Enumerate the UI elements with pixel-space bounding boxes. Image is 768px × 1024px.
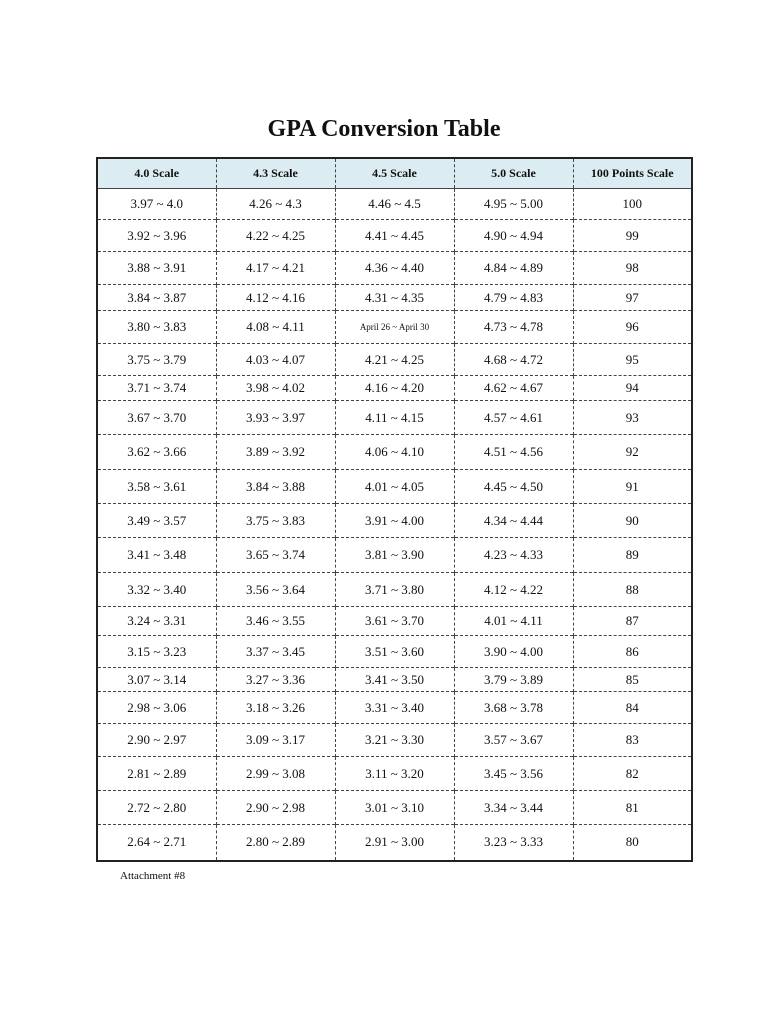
table-cell: 3.79 ~ 3.89 — [454, 668, 573, 692]
table-cell: 2.99 ~ 3.08 — [216, 757, 335, 791]
table-cell: 4.46 ~ 4.5 — [335, 189, 454, 220]
table-cell: 87 — [573, 607, 692, 636]
table-cell: 3.75 ~ 3.79 — [97, 344, 216, 376]
table-cell: 2.90 ~ 2.98 — [216, 791, 335, 825]
gpa-conversion-table — [96, 157, 693, 862]
table-cell: 82 — [573, 757, 692, 791]
table-cell: 3.37 ~ 3.45 — [216, 636, 335, 668]
table-cell: 2.90 ~ 2.97 — [97, 724, 216, 757]
table-cell: 2.72 ~ 2.80 — [97, 791, 216, 825]
table-cell: 2.80 ~ 2.89 — [216, 825, 335, 861]
table-cell: 4.01 ~ 4.05 — [335, 470, 454, 504]
table-cell: 4.06 ~ 4.10 — [335, 435, 454, 470]
table-cell: 99 — [573, 220, 692, 252]
table-cell: 2.98 ~ 3.06 — [97, 692, 216, 724]
table-row — [97, 636, 692, 668]
table-cell: 3.11 ~ 3.20 — [335, 757, 454, 791]
table-cell: 2.91 ~ 3.00 — [335, 825, 454, 861]
column-header-4-5-scale: 4.5 Scale — [335, 158, 454, 189]
table-cell: 80 — [573, 825, 692, 861]
table-cell: 2.64 ~ 2.71 — [97, 825, 216, 861]
table-cell: 3.57 ~ 3.67 — [454, 724, 573, 757]
table-cell: 4.11 ~ 4.15 — [335, 401, 454, 435]
table-cell: 3.68 ~ 3.78 — [454, 692, 573, 724]
table-cell: 3.01 ~ 3.10 — [335, 791, 454, 825]
table-cell: 3.23 ~ 3.33 — [454, 825, 573, 861]
page-title: GPA Conversion Table — [267, 116, 501, 142]
table-cell: 3.31 ~ 3.40 — [335, 692, 454, 724]
table-cell: April 26 ~ April 30 — [335, 311, 454, 344]
table-cell: 100 — [573, 189, 692, 220]
table-row — [97, 189, 692, 220]
table-cell: 4.84 ~ 4.89 — [454, 252, 573, 285]
table-cell: 86 — [573, 636, 692, 668]
table-row — [97, 668, 692, 692]
column-header-4-3-scale: 4.3 Scale — [216, 158, 335, 189]
table-cell: 3.15 ~ 3.23 — [97, 636, 216, 668]
table-cell: 4.62 ~ 4.67 — [454, 376, 573, 401]
table-cell: 3.34 ~ 3.44 — [454, 791, 573, 825]
table-cell: 4.90 ~ 4.94 — [454, 220, 573, 252]
table-cell: 4.01 ~ 4.11 — [454, 607, 573, 636]
attachment-label: Attachment #8 — [120, 870, 186, 882]
column-header-5-0-scale: 5.0 Scale — [454, 158, 573, 189]
table-cell: 3.71 ~ 3.74 — [97, 376, 216, 401]
table-cell: 3.09 ~ 3.17 — [216, 724, 335, 757]
table-header-row — [97, 158, 692, 189]
table-cell: 4.79 ~ 4.83 — [454, 285, 573, 311]
table-row — [97, 376, 692, 401]
table-cell: 95 — [573, 344, 692, 376]
table-cell: 4.21 ~ 4.25 — [335, 344, 454, 376]
table-cell: 4.45 ~ 4.50 — [454, 470, 573, 504]
table-cell: 83 — [573, 724, 692, 757]
table-cell: 89 — [573, 538, 692, 573]
table-cell: 3.93 ~ 3.97 — [216, 401, 335, 435]
table-cell: 84 — [573, 692, 692, 724]
table-cell: 4.95 ~ 5.00 — [454, 189, 573, 220]
table-cell: 3.51 ~ 3.60 — [335, 636, 454, 668]
table-cell: 3.97 ~ 4.0 — [97, 189, 216, 220]
table-cell: 3.84 ~ 3.87 — [97, 285, 216, 311]
table-cell: 3.81 ~ 3.90 — [335, 538, 454, 573]
table-cell: 4.23 ~ 4.33 — [454, 538, 573, 573]
table-cell: 4.51 ~ 4.56 — [454, 435, 573, 470]
table-cell: 3.90 ~ 4.00 — [454, 636, 573, 668]
column-header-4-0-scale: 4.0 Scale — [97, 158, 216, 189]
table-cell: 96 — [573, 311, 692, 344]
table-cell: 92 — [573, 435, 692, 470]
table-cell: 98 — [573, 252, 692, 285]
table-cell: 3.91 ~ 4.00 — [335, 504, 454, 538]
table-row — [97, 470, 692, 504]
table-cell: 94 — [573, 376, 692, 401]
table-row — [97, 692, 692, 724]
table-row — [97, 311, 692, 344]
table-cell: 4.68 ~ 4.72 — [454, 344, 573, 376]
table-cell: 3.24 ~ 3.31 — [97, 607, 216, 636]
table-row — [97, 573, 692, 607]
table-cell: 97 — [573, 285, 692, 311]
table-cell: 3.89 ~ 3.92 — [216, 435, 335, 470]
table-row — [97, 435, 692, 470]
table-cell: 3.49 ~ 3.57 — [97, 504, 216, 538]
table-cell: 4.17 ~ 4.21 — [216, 252, 335, 285]
table-cell: 3.92 ~ 3.96 — [97, 220, 216, 252]
table-row — [97, 252, 692, 285]
table-row — [97, 724, 692, 757]
table-cell: 3.27 ~ 3.36 — [216, 668, 335, 692]
table-cell: 4.26 ~ 4.3 — [216, 189, 335, 220]
table-cell: 3.88 ~ 3.91 — [97, 252, 216, 285]
table-row — [97, 791, 692, 825]
table-row — [97, 220, 692, 252]
table-cell: 3.21 ~ 3.30 — [335, 724, 454, 757]
table-row — [97, 607, 692, 636]
table-cell: 4.31 ~ 4.35 — [335, 285, 454, 311]
table-cell: 3.41 ~ 3.48 — [97, 538, 216, 573]
table-cell: 4.73 ~ 4.78 — [454, 311, 573, 344]
table-cell: 3.71 ~ 3.80 — [335, 573, 454, 607]
table-row — [97, 285, 692, 311]
table-row — [97, 825, 692, 861]
table-cell: 3.62 ~ 3.66 — [97, 435, 216, 470]
table-cell: 3.67 ~ 3.70 — [97, 401, 216, 435]
table-cell: 4.41 ~ 4.45 — [335, 220, 454, 252]
table-cell: 4.36 ~ 4.40 — [335, 252, 454, 285]
table-cell: 4.34 ~ 4.44 — [454, 504, 573, 538]
table-cell: 4.22 ~ 4.25 — [216, 220, 335, 252]
table-cell: 81 — [573, 791, 692, 825]
table-row — [97, 757, 692, 791]
table-cell: 91 — [573, 470, 692, 504]
table-cell: 3.98 ~ 4.02 — [216, 376, 335, 401]
table-cell: 3.65 ~ 3.74 — [216, 538, 335, 573]
table-cell: 88 — [573, 573, 692, 607]
table-row — [97, 538, 692, 573]
table-cell: 4.03 ~ 4.07 — [216, 344, 335, 376]
table-cell: 4.16 ~ 4.20 — [335, 376, 454, 401]
table-row — [97, 344, 692, 376]
column-header-100-points-scale: 100 Points Scale — [573, 158, 692, 189]
table-row — [97, 401, 692, 435]
table-cell: 3.45 ~ 3.56 — [454, 757, 573, 791]
table-cell: 3.84 ~ 3.88 — [216, 470, 335, 504]
table-cell: 3.56 ~ 3.64 — [216, 573, 335, 607]
table-cell: 3.58 ~ 3.61 — [97, 470, 216, 504]
table-cell: 3.18 ~ 3.26 — [216, 692, 335, 724]
table-cell: 2.81 ~ 2.89 — [97, 757, 216, 791]
table-cell: 4.12 ~ 4.22 — [454, 573, 573, 607]
table-cell: 3.46 ~ 3.55 — [216, 607, 335, 636]
table-cell: 4.12 ~ 4.16 — [216, 285, 335, 311]
table-cell: 3.32 ~ 3.40 — [97, 573, 216, 607]
table-row — [97, 504, 692, 538]
table-cell: 3.61 ~ 3.70 — [335, 607, 454, 636]
table-cell: 3.41 ~ 3.50 — [335, 668, 454, 692]
table-cell: 4.08 ~ 4.11 — [216, 311, 335, 344]
table-cell: 85 — [573, 668, 692, 692]
table-cell: 4.57 ~ 4.61 — [454, 401, 573, 435]
table-cell: 3.75 ~ 3.83 — [216, 504, 335, 538]
table-cell: 3.80 ~ 3.83 — [97, 311, 216, 344]
table-cell: 90 — [573, 504, 692, 538]
table-body — [97, 189, 692, 861]
table-cell: 93 — [573, 401, 692, 435]
table-cell: 3.07 ~ 3.14 — [97, 668, 216, 692]
